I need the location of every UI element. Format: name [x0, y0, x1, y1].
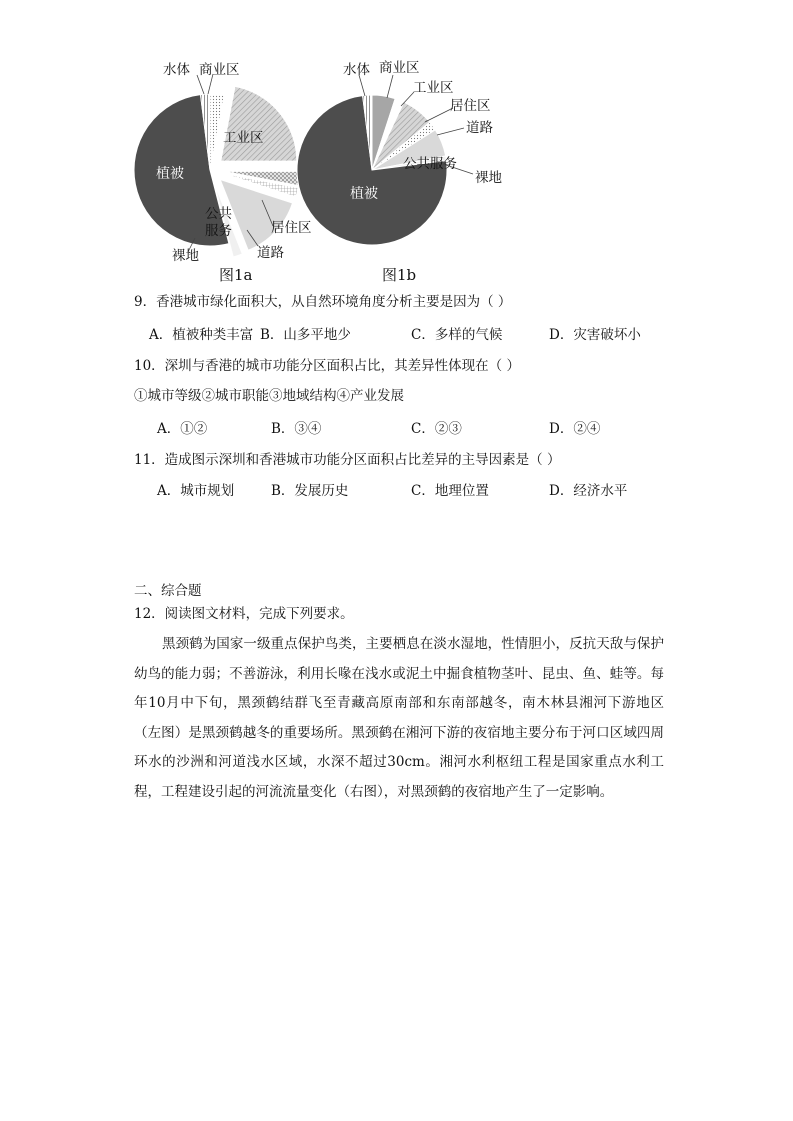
label-residential-1b: 居住区 [450, 98, 491, 114]
q9-option-c: C．多样的气候 [411, 327, 503, 343]
leader-line-1 [359, 75, 365, 96]
question-10-items: ①城市等级②城市职能③地域结构④产业发展 [134, 388, 404, 404]
caption-1b: 图1b [382, 266, 417, 284]
leader-line-5 [437, 128, 464, 135]
q9-option-b: B．山多平地少 [260, 327, 351, 343]
label-vegetation-1a: 植被 [156, 166, 184, 182]
q11-option-c: C．地理位置 [411, 483, 489, 499]
label-commercial-1a: 商业区 [199, 62, 240, 78]
question-9-stem: 9．香港城市绿化面积大，从自然环境角度分析主要是因为（ ） [134, 294, 512, 310]
label-road-1b: 道路 [466, 120, 493, 136]
pie-chart-1a [125, 50, 312, 290]
section-title: 二、综合题 [134, 583, 202, 599]
q11-option-a: A．城市规划 [157, 483, 235, 499]
question-12-stem: 12．阅读图文材料，完成下列要求。 [134, 606, 354, 622]
leader-line-4 [425, 108, 453, 122]
label-bare-1a: 裸地 [172, 248, 199, 264]
label-industrial-1b: 工业区 [413, 80, 454, 96]
label-commercial-1b: 商业区 [379, 60, 420, 76]
leader-line-2 [387, 75, 393, 98]
pie-slice-2 [221, 86, 297, 161]
label-public-1a-line1: 公共 [205, 206, 232, 222]
label-road-1a: 道路 [257, 245, 284, 261]
q10-option-b: B．③④ [271, 421, 322, 437]
label-residential-1a: 居住区 [271, 220, 312, 236]
question-12-paragraph: 黑颈鹤为国家一级重点保护鸟类，主要栖息在淡水湿地，性情胆小，反抗天敌与保护幼鸟的能力弱；不善游泳，利用长喙在浅水或泥土中掘食植物茎叶、昆虫、鱼、蛙等。每年10月中下旬，黑颈鹤结群飞至青藏高原南部和东南部越冬，南木林县湘河下游地区（左图）是黑颈鹤越冬的重要场所。黑颈鹤在湘河下游的夜宿地主要分布于河口区域四周环水的沙洲和河道浅水区域，水深不超过30cm。湘河水利枢纽工程是国家重点水利工程，工程建设引起的河流流量变化（右图），对黑颈鹤的夜宿地产生了一定影响。 [134, 636, 664, 800]
label-industrial-1a: 工业区 [223, 130, 264, 146]
label-public-1b: 公共服务 [403, 156, 457, 172]
q11-option-b: B．发展历史 [271, 483, 349, 499]
question-11-stem: 11．造成图示深圳和香港城市功能分区面积占比差异的主导因素是（ ） [134, 452, 561, 468]
label-bare-1b: 裸地 [475, 170, 502, 186]
q11-option-d: D．经济水平 [549, 483, 628, 499]
question-10-stem: 10．深圳与香港的城市功能分区面积占比，其差异性体现在（ ） [134, 358, 520, 374]
label-water-1b: 水体 [343, 62, 370, 78]
label-water-1a: 水体 [163, 62, 190, 78]
pie-chart-1b [293, 50, 508, 290]
q10-option-c: C．②③ [411, 421, 462, 437]
q9-option-a: A．植被种类丰富 [149, 327, 254, 343]
label-public-1a-line2: 服务 [205, 223, 232, 239]
caption-1a: 图1a [219, 266, 253, 284]
label-vegetation-1b: 植被 [350, 186, 378, 202]
q9-option-d: D．灾害破坏小 [549, 327, 641, 343]
q10-option-a: A．①② [157, 421, 208, 437]
q10-option-d: D．②④ [549, 421, 601, 437]
